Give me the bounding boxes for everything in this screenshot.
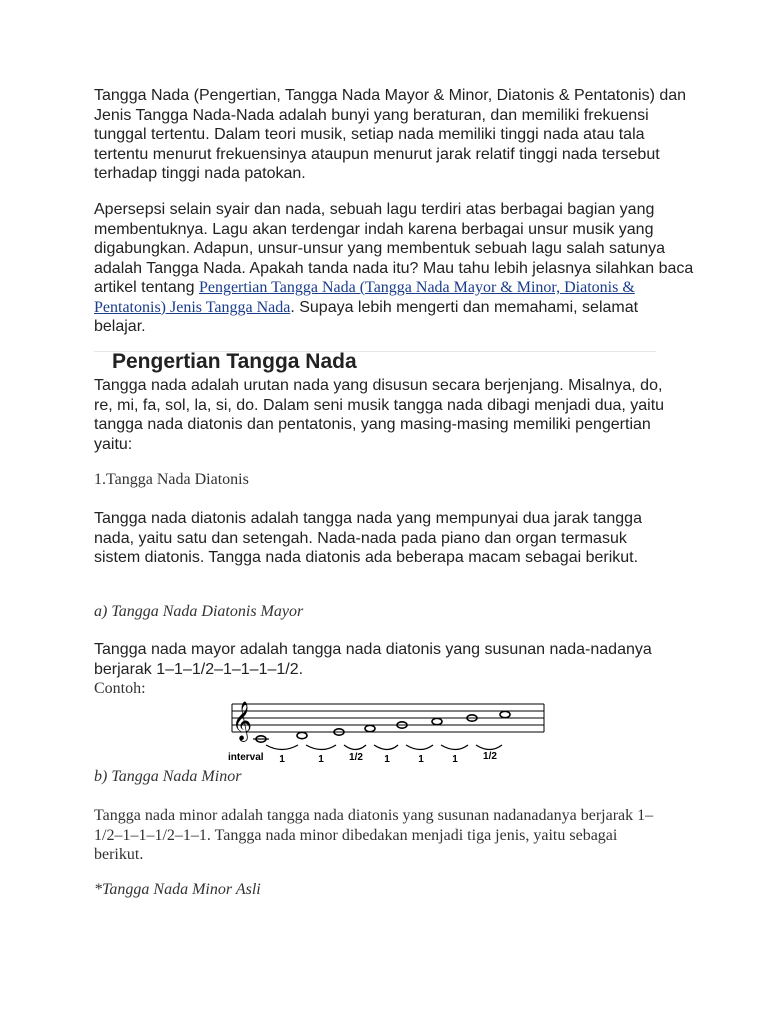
interval-7: 1/2: [483, 751, 497, 762]
section-heading: Pengertian Tangga Nada: [112, 350, 357, 373]
interval-5: 1: [418, 754, 424, 764]
section-paragraph-3: Tangga nada mayor adalah tangga nada diatonis yang susunan nada-nadanya berjarak 1–1–1/2–1–1–1–1/2.: [94, 641, 652, 678]
subheading-diatonis: 1.Tangga Nada Diatonis: [94, 471, 249, 488]
section-paragraph-4: Tangga nada minor adalah tangga nada diatonis yang susunan nadanadanya berjarak 1–1/2–1–1–1/2–1–1. Tangga nada minor dibedakan menjadi tiga jenis, yaitu sebagai berikut.: [94, 807, 654, 863]
interval-3: 1/2: [349, 752, 363, 763]
interval-1: 1: [279, 754, 285, 764]
major-scale-staff: [226, 698, 546, 764]
subheading-minor: b) Tangga Nada Minor: [94, 768, 242, 785]
intro-paragraph-2: [94, 200, 694, 337]
note-fa: [365, 725, 375, 731]
note-la: [432, 718, 442, 724]
section-paragraph-1: Tangga nada adalah urutan nada yang disusun secara berjenjang. Misalnya, do, re, mi, fa, sol, la, si, do. Dalam seni musik tangga nada dibagi menjadi dua, yaitu tangga nada diatonis dan pentatonis, yang masing-masing memiliki pengertian yaitu:: [94, 377, 665, 453]
contoh-label: Contoh:: [94, 680, 146, 697]
subheading-mayor: a) Tangga Nada Diatonis Mayor: [94, 603, 304, 620]
note-re: [297, 732, 307, 738]
interval-label: interval: [228, 752, 264, 763]
article-link[interactable]: Pengertian Tangga Nada (Tangga Nada Mayor & Minor, Diatonis & Pentatonis) Jenis Tangga Nada: [94, 279, 635, 316]
interval-6: 1: [452, 754, 458, 764]
intro-paragraph-2-text: Apersepsi selain syair dan nada, sebuah lagu terdiri atas berbagai bagian yang membentuknya. Lagu akan terdengar indah karena berbagai unsur musik yang digabungkan. Adapun, unsur-unsur yang membentuk sebuah lagu salah satunya adalah Tangga Nada. Apakah tanda nada itu? Mau tahu lebih jelasnya silahkan baca artikel tentang: [94, 201, 694, 296]
intro-paragraph-2-tail: . Supaya lebih mengerti dan memahami, selamat belajar.: [94, 298, 639, 335]
interval-2: 1: [318, 754, 324, 764]
treble-clef-icon: 𝄞: [232, 701, 253, 741]
intro-paragraph-1: Tangga Nada (Pengertian, Tangga Nada Mayor & Minor, Diatonis & Pentatonis) dan Jenis Tangga Nada-Nada adalah bunyi yang beraturan, dan memiliki frekuensi tunggal tertentu. Dalam teori musik, setiap nada memiliki tinggi nada atau tala tertentu menurut frekuensinya ataupun menurut jarak relatif tinggi nada tersebut terhadap tinggi nada patokan.: [94, 87, 687, 182]
subheading-minor-asli: *Tangga Nada Minor Asli: [94, 881, 261, 898]
note-do-high: [500, 711, 510, 717]
interval-4: 1: [384, 754, 390, 764]
section-paragraph-2: Tangga nada diatonis adalah tangga nada yang mempunyai dua jarak tangga nada, yaitu satu dan setengah. Nada-nada pada piano dan organ termasuk sistem diatonis. Tangga nada diatonis ada beberapa macam sebagai berikut.: [94, 510, 642, 566]
